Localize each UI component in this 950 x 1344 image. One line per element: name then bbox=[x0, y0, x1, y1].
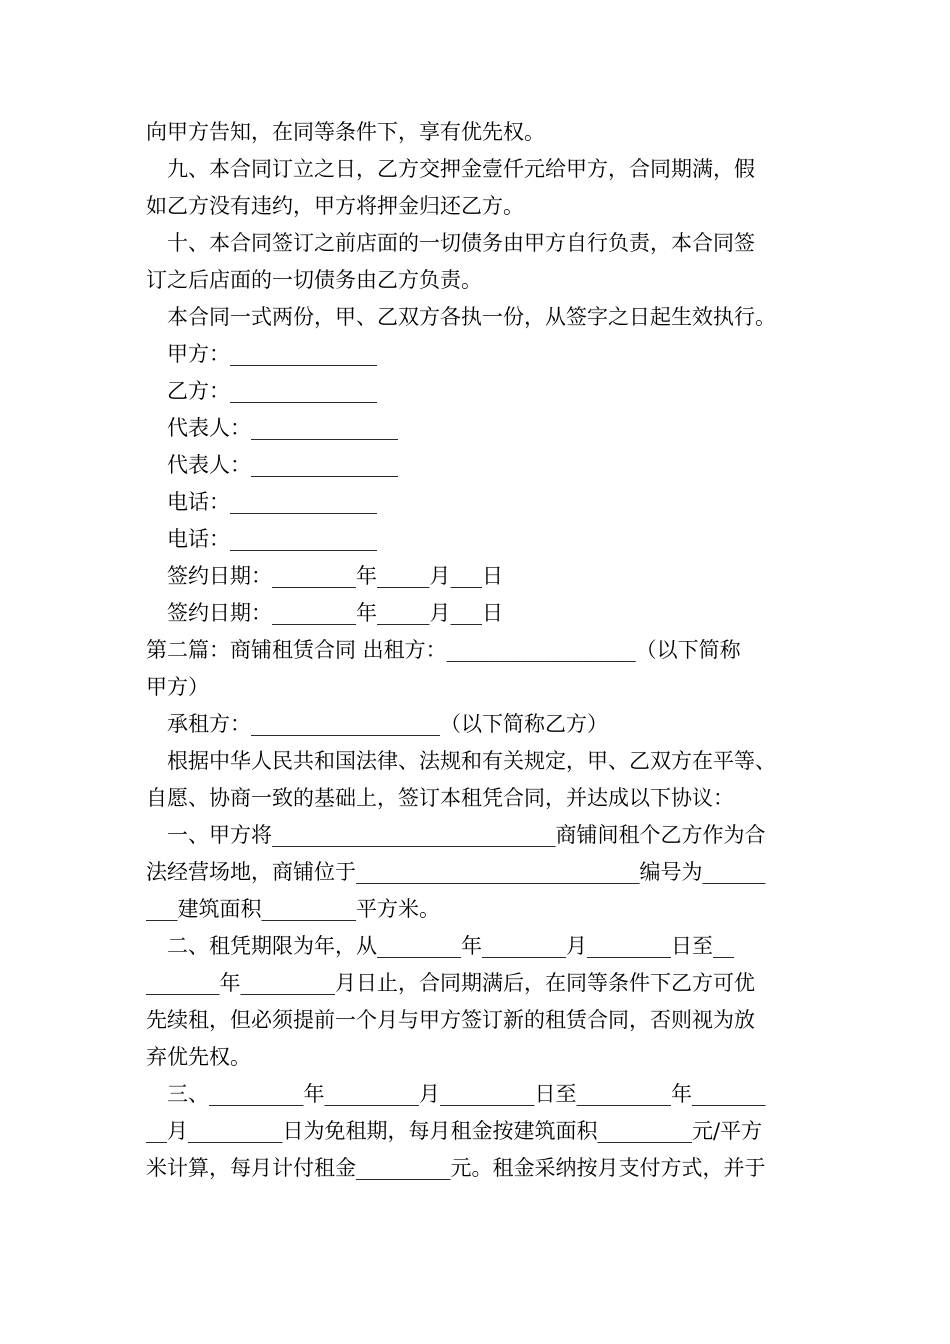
text-line: 一、甲方将___________________________商铺间租个乙方作为合 bbox=[167, 823, 766, 847]
text-line: 甲方） bbox=[146, 675, 209, 699]
text-line: 签约日期：________年_____月___日 bbox=[167, 601, 503, 625]
text-line: 签约日期：________年_____月___日 bbox=[167, 564, 503, 588]
text-line: 二、租凭期限为年，从________年________月________日至__ bbox=[167, 934, 734, 958]
text-line: 米计算，每月计付租金_________元。租金采纳按月支付方式，并于 bbox=[146, 1156, 766, 1180]
text-line: 三、_________年_________月_________日至_________年_______ bbox=[167, 1082, 766, 1106]
text-line: _______年_________月日止，合同期满后，在同等条件下乙方可优 bbox=[146, 971, 755, 995]
text-line: 乙方：______________ bbox=[167, 379, 377, 403]
text-line: __月_________日为免租期，每月租金按建筑面积_________元/平方 bbox=[146, 1119, 763, 1143]
text-line: 九、本合同订立之日，乙方交押金壹仟元给甲方，合同期满，假 bbox=[167, 157, 755, 181]
text-line: 电话：______________ bbox=[167, 527, 377, 551]
text-line: 承租方：__________________（以下简称乙方） bbox=[167, 712, 608, 736]
text-line: 弃优先权。 bbox=[146, 1045, 251, 1069]
text-line: 订之后店面的一切债务由乙方负责。 bbox=[146, 268, 482, 292]
text-line: ___建筑面积_________平方米。 bbox=[146, 897, 440, 921]
text-line: 代表人：______________ bbox=[167, 416, 398, 440]
text-line: 电话：______________ bbox=[167, 490, 377, 514]
text-line: 根据中华人民共和国法律、法规和有关规定，甲、乙双方在平等、 bbox=[167, 749, 776, 773]
text-line: 十、本合同签订之前店面的一切债务由甲方自行负责，本合同签 bbox=[167, 231, 755, 255]
text-line: 如乙方没有违约，甲方将押金归还乙方。 bbox=[146, 194, 524, 218]
text-line: 先续租，但必须提前一个月与甲方签订新的租赁合同，否则视为放 bbox=[146, 1008, 755, 1032]
text-line: 自愿、协商一致的基础上，签订本租凭合同，并达成以下协议： bbox=[146, 786, 734, 810]
text-line: 法经营场地，商铺位于___________________________编号为______ bbox=[146, 860, 766, 884]
text-line: 向甲方告知，在同等条件下，享有优先权。 bbox=[146, 120, 545, 144]
document-body bbox=[146, 114, 811, 1187]
text-line: 本合同一式两份，甲、乙双方各执一份，从签字之日起生效执行。 bbox=[167, 305, 776, 329]
text-line: 第二篇：商铺租赁合同 出租方：__________________（以下简称 bbox=[146, 638, 741, 662]
text-line: 甲方：______________ bbox=[167, 342, 377, 366]
text-line: 代表人：______________ bbox=[167, 453, 398, 477]
